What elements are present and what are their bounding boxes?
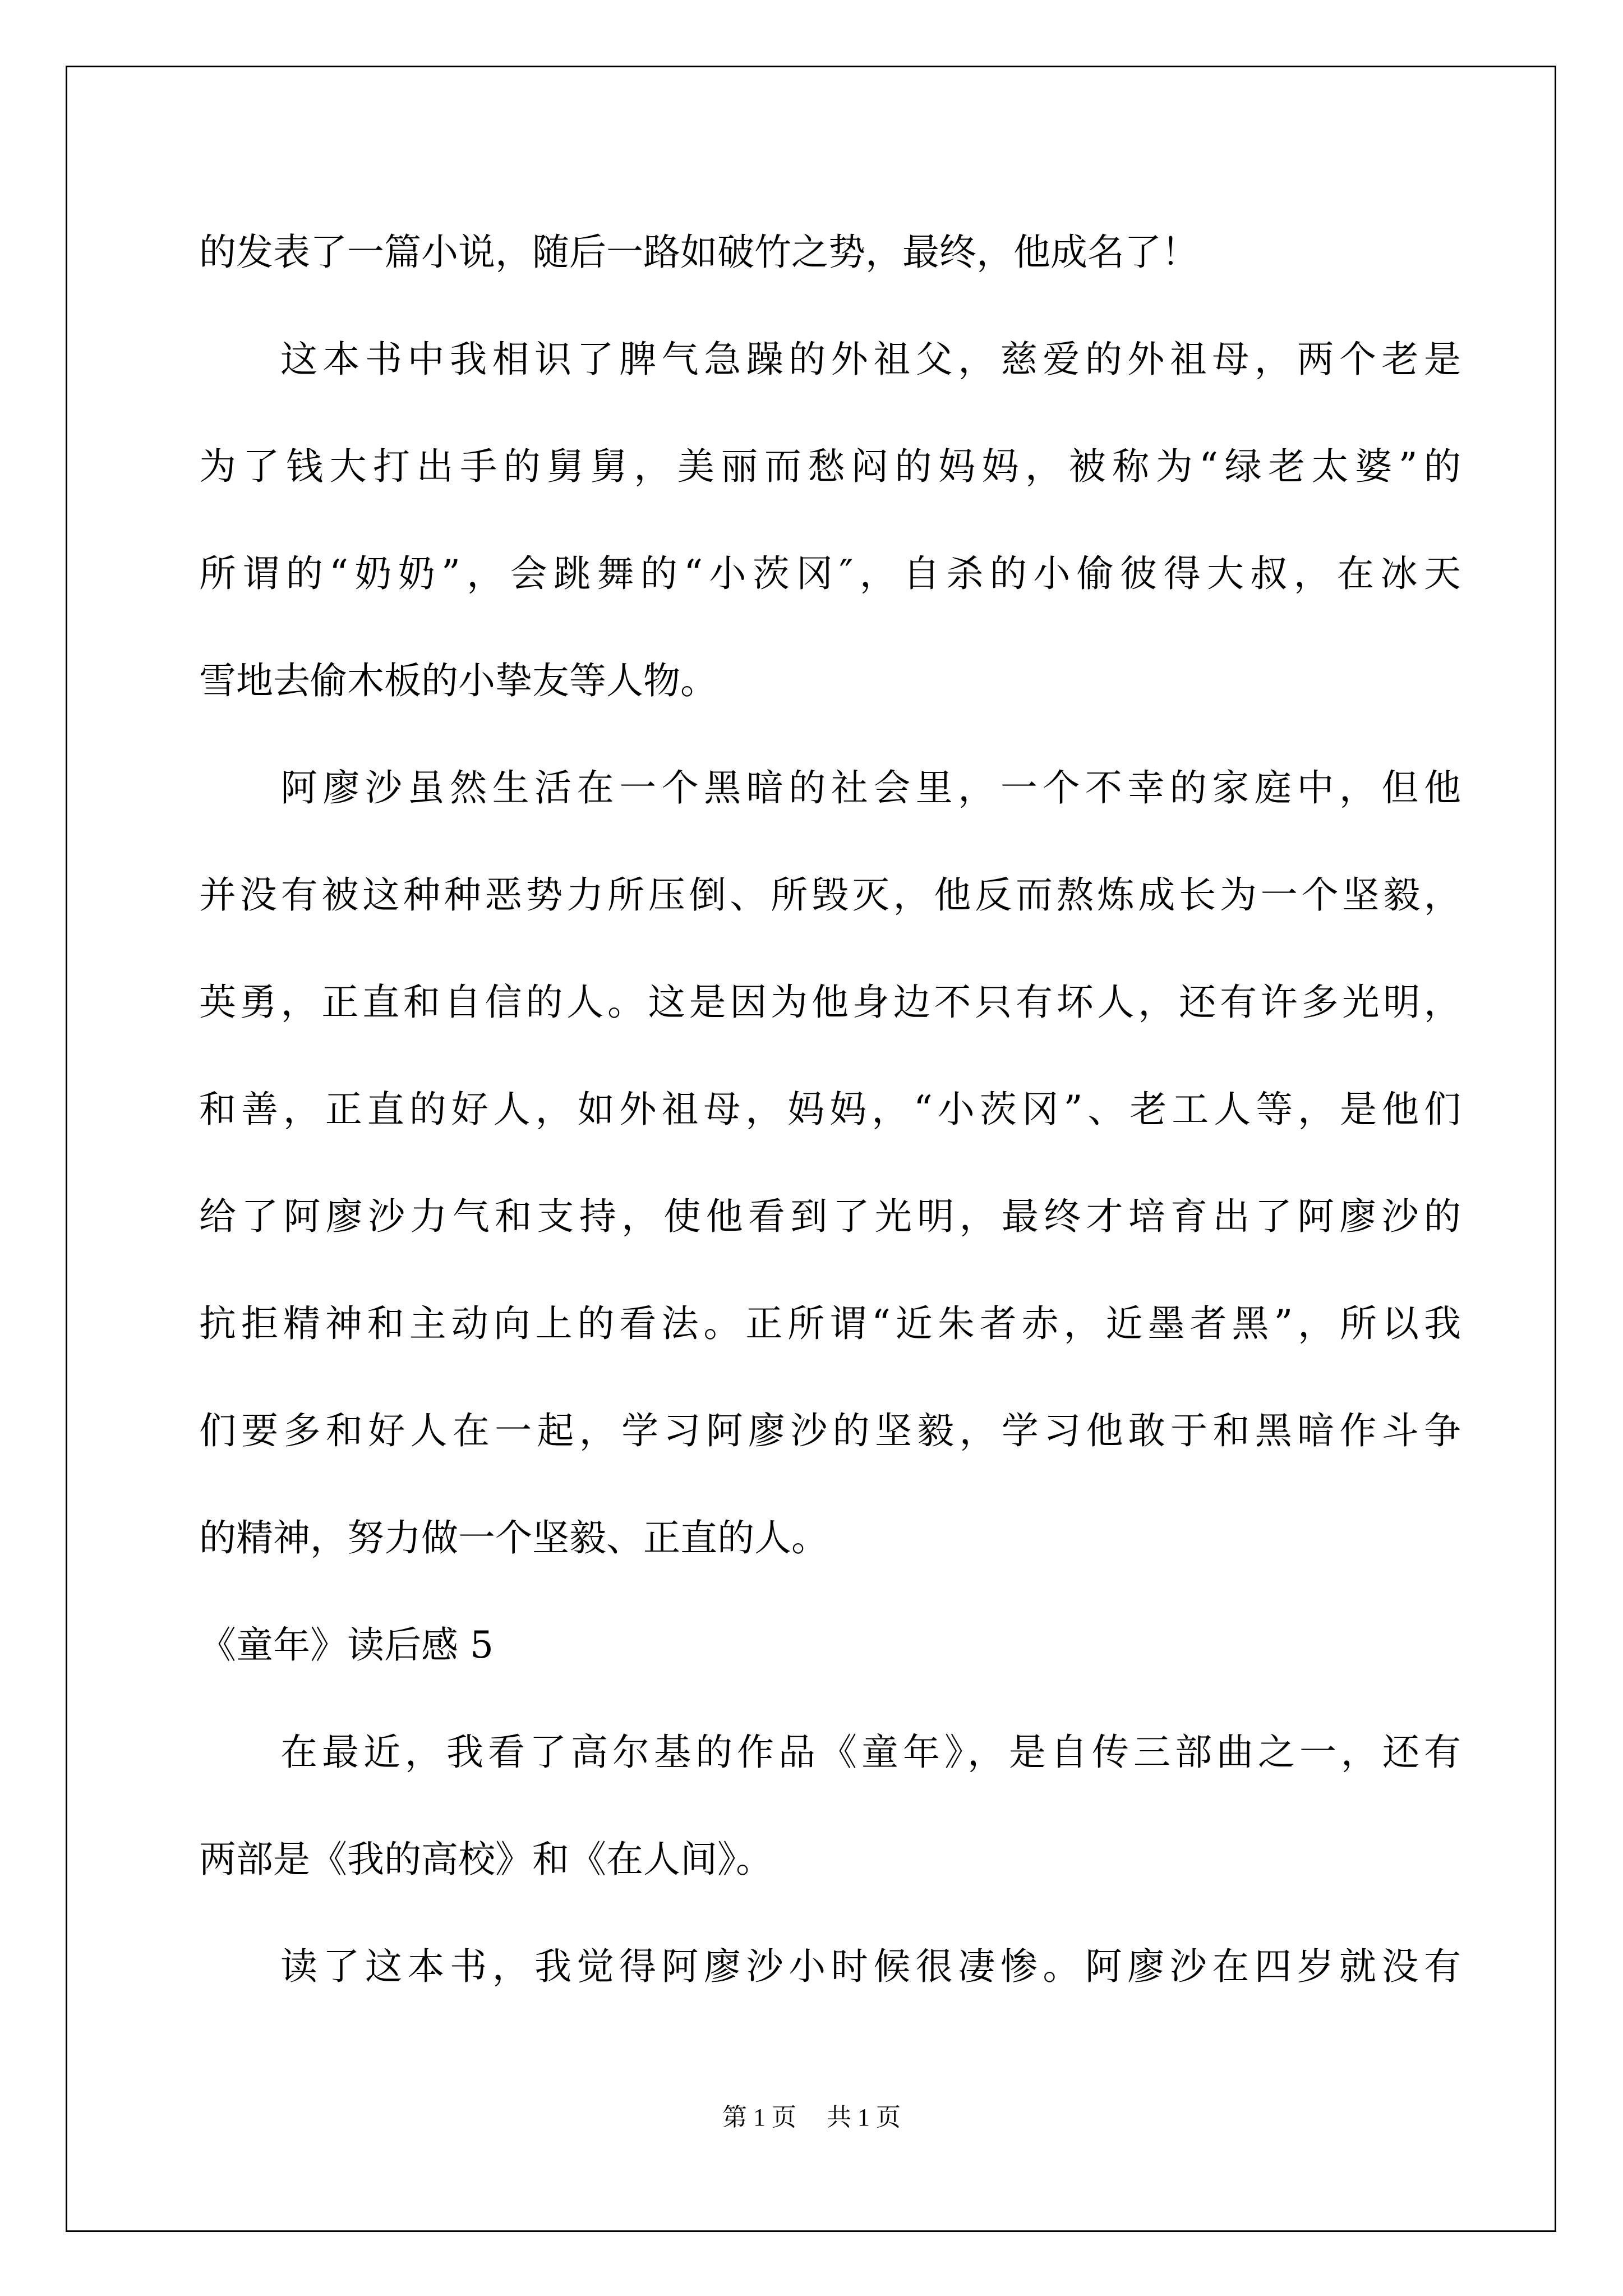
text-line: 为了钱大打出手的舅舅，美丽而愁闷的妈妈，被称为“绿老太婆”的 (199, 445, 1461, 488)
text-line: 所谓的“奶奶”，会跳舞的“小茨冈″，自杀的小偷彼得大叔，在冰天 (199, 552, 1461, 595)
page-number: 第 1 页 (722, 2104, 796, 2131)
text-line: 读了这本书，我觉得阿廖沙小时候很凄惨。阿廖沙在四岁就没有 (280, 1945, 1461, 1988)
text-line: 阿廖沙虽然生活在一个黑暗的社会里，一个不幸的家庭中，但他 (280, 766, 1461, 809)
text-line: 的精神，努力做一个坚毅、正直的人。 (199, 1516, 828, 1559)
text-line: 们要多和好人在一起，学习阿廖沙的坚毅，学习他敢于和黑暗作斗争 (199, 1409, 1461, 1452)
text-line: 这本书中我相识了脾气急躁的外祖父，慈爱的外祖母，两个老是 (280, 338, 1461, 381)
text-line: 的发表了一篇小说，随后一路如破竹之势，最终，他成名了！ (199, 231, 1198, 274)
text-line: 并没有被这种种恶势力所压倒、所毁灭，他反而熬炼成长为一个坚毅， (199, 873, 1461, 917)
text-line: 两部是《我的高校》和《在人间》。 (199, 1838, 773, 1881)
page-total: 共 1 页 (827, 2104, 901, 2131)
text-line: 在最近，我看了高尔基的作品《童年》，是自传三部曲之一，还有 (280, 1731, 1461, 1774)
text-line: 雪地去偷木板的小挚友等人物。 (199, 659, 717, 702)
text-line: 抗拒精神和主动向上的看法。正所谓“近朱者赤，近墨者黑”，所以我 (199, 1302, 1461, 1345)
section-heading: 《童年》读后感 5 (199, 1623, 494, 1667)
text-line: 和善，正直的好人，如外祖母，妈妈，“小茨冈”、老工人等，是他们 (199, 1088, 1461, 1131)
page-border (66, 66, 1556, 2232)
text-line: 给了阿廖沙力气和支持，使他看到了光明，最终才培育出了阿廖沙的 (199, 1195, 1461, 1238)
page-footer (0, 2101, 1623, 2134)
text-line: 英勇，正直和自信的人。这是因为他身边不只有坏人，还有许多光明， (199, 981, 1461, 1024)
